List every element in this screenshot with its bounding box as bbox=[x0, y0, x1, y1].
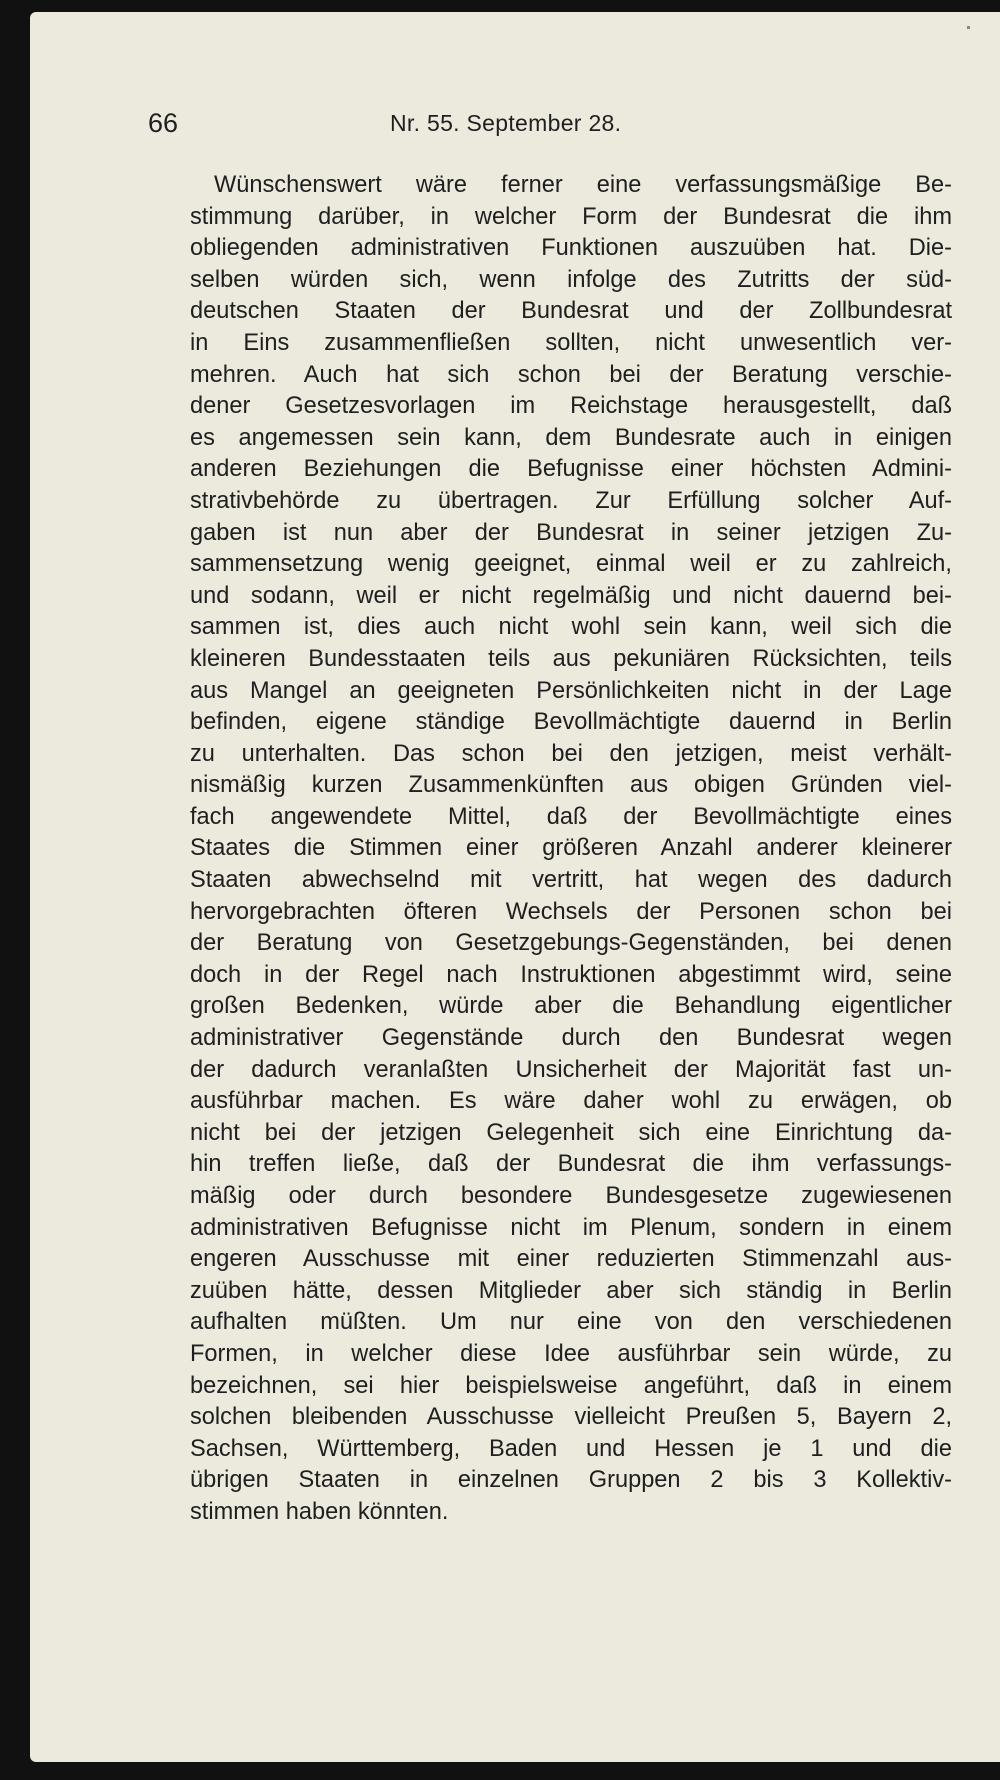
text-line: administrativer Gegenstände durch den Bundesrat wegen bbox=[190, 1025, 952, 1052]
text-line: fach angewendete Mittel, daß der Bevollmächtigte eines bbox=[190, 803, 952, 830]
text-line: anderen Beziehungen die Befugnisse einer höchsten Admini- bbox=[190, 456, 952, 483]
text-line: administrativen Befugnisse nicht im Plenum, sondern in einem bbox=[190, 1214, 952, 1241]
text-line: bezeichnen, sei hier beispielsweise angeführt, daß in einem bbox=[190, 1372, 952, 1399]
text-line: zu unterhalten. Das schon bei den jetzigen, meist verhält- bbox=[190, 740, 952, 767]
text-line: übrigen Staaten in einzelnen Gruppen 2 bis 3 Kollektiv- bbox=[190, 1467, 952, 1494]
text-line: sammen ist, dies auch nicht wohl sein kann, weil sich die bbox=[190, 614, 952, 641]
text-line: ausführbar machen. Es wäre daher wohl zu erwägen, ob bbox=[190, 1088, 952, 1115]
text-line: kleineren Bundesstaaten teils aus pekuniären Rücksichten, teils bbox=[190, 645, 952, 672]
text-line: aus Mangel an geeigneten Persönlichkeiten nicht in der Lage bbox=[190, 677, 952, 704]
text-line: sammensetzung wenig geeignet, einmal weil er zu zahlreich, bbox=[190, 551, 952, 578]
text-line: großen Bedenken, würde aber die Behandlung eigentlicher bbox=[190, 993, 952, 1020]
text-line: zuüben hätte, dessen Mitglieder aber sich ständig in Berlin bbox=[190, 1277, 952, 1304]
text-line: gaben ist nun aber der Bundesrat in seiner jetzigen Zu- bbox=[190, 519, 952, 546]
text-line: Formen, in welcher diese Idee ausführbar sein würde, zu bbox=[190, 1340, 952, 1367]
text-line: solchen bleibenden Ausschusse vielleicht Preußen 5, Bayern 2, bbox=[190, 1404, 952, 1431]
page-header bbox=[148, 108, 848, 148]
text-line: deutschen Staaten der Bundesrat und der Zollbundesrat bbox=[190, 298, 952, 325]
text-line: Sachsen, Württemberg, Baden und Hessen je 1 und die bbox=[190, 1435, 952, 1462]
text-line: Wünschenswert wäre ferner eine verfassungsmäßige Be- bbox=[214, 172, 952, 198]
text-line: mäßig oder durch besondere Bundesgesetze zugewiesenen bbox=[190, 1183, 952, 1209]
text-line: engeren Ausschusse mit einer reduzierten Stimmenzahl aus- bbox=[190, 1246, 952, 1273]
text-line: hin treffen ließe, daß der Bundesrat die ihm verfassungs- bbox=[190, 1151, 952, 1178]
text-line: aufhalten müßten. Um nur eine von den verschiedenen bbox=[190, 1309, 952, 1336]
text-line: dener Gesetzesvorlagen im Reichstage herausgestellt, daß bbox=[190, 393, 952, 420]
text-line: in Eins zusammenfließen sollten, nicht unwesentlich ver- bbox=[190, 329, 952, 356]
text-line: stimmung darüber, in welcher Form der Bundesrat die ihm bbox=[190, 203, 952, 230]
text-line: befinden, eigene ständige Bevollmächtigte dauernd in Berlin bbox=[190, 709, 952, 736]
page-number: 66 bbox=[148, 108, 179, 138]
text-line: selben würden sich, wenn infolge des Zutritts der süd- bbox=[190, 266, 952, 293]
text-line: und sodann, weil er nicht regelmäßig und nicht dauernd bei- bbox=[190, 582, 952, 609]
text-line: strativbehörde zu übertragen. Zur Erfüllung solcher Auf- bbox=[190, 487, 952, 514]
text-line: Staaten abwechselnd mit vertritt, hat wegen des dadurch bbox=[190, 867, 952, 894]
text-line: hervorgebrachten öfteren Wechsels der Personen schon bei bbox=[190, 898, 952, 925]
text-line: der Beratung von Gesetzgebungs-Gegenständen, bei denen bbox=[190, 930, 952, 957]
text-line: stimmen haben könnten. bbox=[190, 1498, 449, 1525]
text-line: der dadurch veranlaßten Unsicherheit der Majorität fast un- bbox=[190, 1056, 952, 1083]
text-line: nismäßig kurzen Zusammenkünften aus obigen Gründen viel- bbox=[190, 772, 952, 799]
text-line: es angemessen sein kann, dem Bundesrate auch in einigen bbox=[190, 424, 952, 451]
text-line: obliegenden administrativen Funktionen auszuüben hat. Die- bbox=[190, 235, 952, 262]
body-paragraph bbox=[190, 170, 952, 1529]
text-line: Staates die Stimmen einer größeren Anzahl anderer kleinerer bbox=[190, 835, 952, 862]
text-line: mehren. Auch hat sich schon bei der Beratung verschie- bbox=[190, 361, 952, 388]
running-head: Nr. 55. September 28. bbox=[390, 110, 622, 136]
text-line: doch in der Regel nach Instruktionen abgestimmt wird, seine bbox=[190, 961, 952, 988]
text-line: nicht bei der jetzigen Gelegenheit sich eine Einrichtung da- bbox=[190, 1119, 952, 1146]
page-speck bbox=[967, 26, 970, 29]
